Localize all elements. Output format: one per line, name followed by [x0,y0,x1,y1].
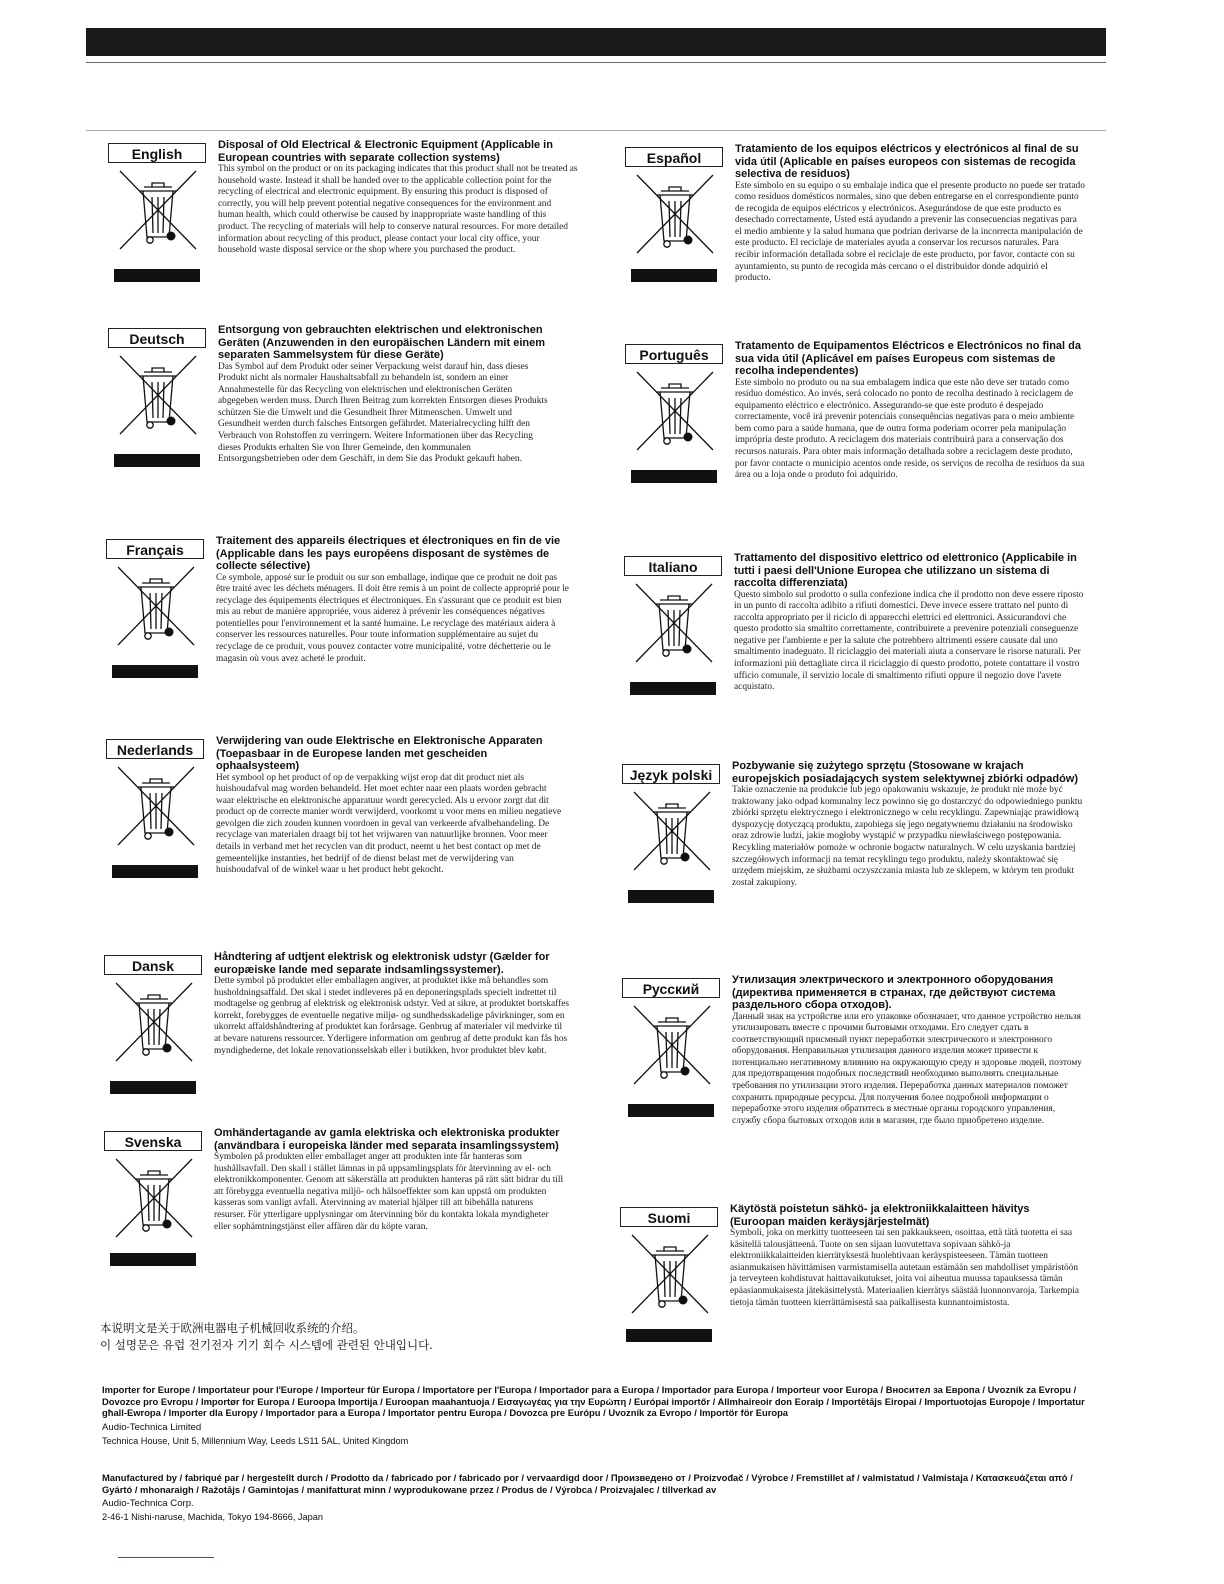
importer-info [102,1384,1092,1447]
crossed-bin-icon [630,578,718,668]
section-text [218,139,578,257]
section-text [216,735,562,877]
manufacturer-title: Manufactured by / fabriqué par / hergestellt durch / Prodotto da / fabricado por / fabricado por / vervaardigd door / Произведено от / Proizvođač / Výrobce / Fremstillet af / valmistatud / Valmistaja / Κατασκευάζεται από / Gyártó / mhonaraigh / Ražotājs / Gamintojas / manifatturat minn / wyprodukowane przez / Produs de / Výrobca / Proizvajalec / tillverkad av [102,1472,1073,1495]
section-text [218,324,554,466]
crossed-bin-icon [628,786,716,876]
section-heading: Trattamento del dispositivo elettrico od elettronico (Applicabile in tutti i paesi dell'Unione Europea che utilizzano un sistema di raccolta differenziata) [734,552,1077,589]
black-bar-symbol [110,1253,196,1266]
section-text [216,535,572,665]
section-body: Este símbolo en su equipo o su embalaje indica que el presente producto no puede ser tratado como residuos domésticos normales, sino que deben entregarse en el correspondiente punto de recogida de equipos eléctricos y electrónicos. Asegurándose de que este producto es desechado correctamente, Usted está ayudando a prevenir las consecuencias negativas para el medio ambiente y la salud humana que podrían derivarse de la incorrecta manipulación de este producto. El reciclaje de materiales ayuda a conservar los recursos naturales. Para recibir información detallada sobre el reciclaje de este producto, por favor, contacte con su ayuntamiento, su punto de recogida más cercano o el distribuidor donde adquirió el producto. [735,180,1085,284]
section-heading: Утилизация электрического и электронного оборудования (директива применяется в странах, где действуют система раздельного сбора отходов). [732,974,1056,1011]
korean-note: 이 설명문은 유럽 전기전자 기기 회수 시스템에 관련된 안내입니다. [100,1338,433,1352]
language-label: Deutsch [108,328,206,348]
manufacturer-address: 2-46-1 Nishi-naruse, Machida, Tokyo 194-8666, Japan [102,1512,323,1522]
black-bar-symbol [114,454,200,467]
language-label: Español [625,147,723,167]
language-label: Русский [622,978,720,998]
section-text [214,1127,566,1233]
language-label: Suomi [620,1207,718,1227]
language-label: Dansk [104,955,202,975]
crossed-bin-icon [626,1229,714,1319]
section-heading: Verwijdering van oude Elektrische en Elektronische Apparaten (Toepasbaar in de Europese landen met gescheiden ophaalsysteem) [216,735,543,772]
section-heading: Traitement des appareils électriques et électroniques en fin de vie (Applicable dans les pays européens disposant de systèmes de collecte sélective) [216,535,561,572]
section-heading: Tratamento de Equipamentos Eléctricos e Electrónicos no final da sua vida útil (Aplicável em países Europeus com sistemas de recolha independentes) [735,340,1081,377]
section-body: Symboli, joka on merkitty tuotteeseen tai sen pakkaukseen, osoittaa, että tätä tuotetta ei saa käsitellä talousjätteenä. Tuote on sen sijaan luovutettava sopivaan sähkö-ja elektroniikkalaitteiden kierrätyksestä huolehtivaan keräyspisteeseen. Tämän tuotteen asianmukaisen hävittämisen varmistamisella autetaan estämään sen mahdolliset ympäristöön ja terveyteen kohdistuvat haittavaikutukset, joita voi aiheutua muussa tapauksessa tämän epäasianmukaisesta jätekäsittelystä. Materiaalien kierrätys säästää luonnonvaroja. Tarkempia tietoja tämän tuotteen kierrättämisestä saa paikallisesta kunnantoimistosta. [730,1228,1080,1308]
section-text [730,1203,1080,1309]
language-label: Português [625,344,723,364]
section-heading: Käytöstä poistetun sähkö- ja elektroniikkalaitteen hävitys (Euroopan maiden keräysjärjestelmät) [730,1203,1030,1228]
crossed-bin-icon [631,366,719,456]
black-bar-symbol [628,1104,714,1117]
section-body: Questo simbolo sul prodotto o sulla confezione indica che il prodotto non deve essere riposto in un punto di raccolta adibito a rifiuti domestici. Deve invece essere trattato nel punto di raccolta appropriato per il riciclo di apparecchi elettrici ed elettronici. Assicurandovi che questo prodotto sia smaltito correttamente, contribuirete a prevenire potenziali conseguenze negative per l'ambiente e per la salute che potrebbero altrimenti essere causate dal uno smaltimento inadeguato. Il riciclaggio dei materiali aiuta a conservare le risorse naturali. Per informazioni più dettagliate circa il riciclaggio di questo prodotto, potete contattare il vostro ufficio comunale, il servizio locale di smaltimento rifiuti oppure il negozio dove l'avete acquistato. [734,589,1084,693]
black-bar-symbol [631,470,717,483]
section-body: Este símbolo no produto ou na sua embalagem indica que este não deve ser tratado como resíduo doméstico. Ao invés, será colocado no ponto de recolha destinado à reciclagem de equipamento eléctrico e electrónico. Assegurando-se que este produto é despejado correctamente, você irá prevenir potenciais consequências negativas para o meio ambiente bem como para a saúde humana, que de outra forma poderiam ocorrer pela manipulação imprópria deste produto. A reciclagem dos materiais contribuirá para a conservação dos recursos naturais. Para obter mais informação detalhada sobre a reciclagem deste produto, por favor contacte o município acentos onde reside, os serviços de recolha de resíduos da sua área ou a loja onde o produto foi adquirido. [735,377,1085,481]
crossed-bin-icon [631,169,719,259]
crossed-bin-icon [112,761,200,851]
black-bar-symbol [110,1081,196,1094]
header-rule [86,62,1106,63]
importer-title: Importer for Europe / Importateur pour l'Europe / Importeur für Europa / Importatore per l'Europa / Importador para a Europa / Importador para Europa / Importeur voor Europa / Вноситeл за Европа / Uvozník za Evropu / Dovozce pro Evropu / Importør for Europa / Euroopa Importija / Euroopan maahantuoja / Εισαγωγέας για την Ευρώπη / Európai importőr / Allmhaireoir don Eoraip / Importētājs Eiropai / Importuotojas Europoje / Importatur għall-Ewropa / Importer dla Europy / Importador para a Europa / Importator pentru Europa / Dovozca pre Európu / Uvozník za Evropo / Importör för Europa [102,1384,1085,1418]
section-heading: Pozbywanie się zużytego sprzętu (Stosowane w krajach europejskich posiadających system selektywnej zbiórki odpadów) [732,760,1079,785]
section-body: Symbolen på produkten eller emballaget anger att produkten inte får hanteras som hushållsavfall. Den skall i stället lämnas in på uppsamlingsplats för återvinning av el- och elektronikkomponenter. Genom att säkerställa att produkten hanteras på rätt sätt bidrar du till att förebygga eventuella negativa miljö- och hälsoeffekter som kan uppstå om produkten kasseras som vanligt avfall. Återvinning av material hjälper till att bibehålla naturens resurser. För ytterligare upplysningar om återvinning bör du kontakta lokala myndigheter eller sophämtningstjänst eller affären där du köpte varan. [214,1152,564,1232]
section-body: Takie oznaczenie na produkcie lub jego opakowaniu wskazuje, że produkt nie może być traktowany jako odpad komunalny lecz powinno się go dostarczyć do odpowiedniego punktu zbiórki sprzętu elektrycznego i elektronicznego w celu recyklingu. Zapewniając prawidłową dyspozycję dotyczącą produktu, zapobiega się jego negatywnemu działaniu na środowisko oraz zdrowie ludzi, jakie mogłoby wystąpić w przypadku niewłaściwego postępowania. Recykling materiałów pomoże w ochronie bogactw naturalnych. W celu uzyskania bardziej szczegółowych informacji na temat recyklingu tego produktu, należy skontaktować się urzędem miejskim, ze służbami oczyszczania miasta lub ze sklepem, w którym ten produkt został zakupiony. [732,785,1083,888]
section-body: Dette symbol på produktet eller emballagen angiver, at produktet ikke må behandles som husholdningsaffald. Det skal i stedet indleveres på en deponeringsplads specielt indrettet til modtagelse og genbrug af elektrisk og elektronisk udstyr. Ved at sikre, at produktet bortskaffes korrekt, forebygges de eventuelle negative miljø- og sundhedsskadelige påvirkninger, som en ukorrekt affaldshåndtering af produktet kan forårsage. Genbrug af materialer vil medvirke til at bevare naturens ressourcer. Yderligere information om genbrug af dette produkt kan fås hos myndighederne, det lokale renovationsselskab eller i butikken, hvor produktet blev købt. [214,976,570,1056]
crossed-bin-icon [114,165,202,255]
section-body: This symbol on the product or on its packaging indicates that this product shall not be treated as household waste. Instead it shall be handed over to the applicable collection point for the recycling of electrical and electronic equipment. By ensuring this product is disposed of correctly, you will help prevent potential negative consequences for the environment and human health, which could otherwise be caused by inappropriate waste handling of this product. The recycling of materials will help to conserve natural resources. For more detailed information about recycling of this product, please contact your local city office, your household waste disposal service or the shop where you purchased the product. [218,164,578,256]
black-bar-symbol [112,665,198,678]
section-heading: Omhändertagande av gamla elektriska och elektroniska produkter (användbara i europeiska länder med separata insamlingssystem) [214,1127,560,1152]
language-label: Nederlands [106,739,204,759]
language-label: Français [106,539,204,559]
language-label: Svenska [104,1131,202,1151]
manufacturer-info [102,1472,1092,1523]
section-heading: Tratamiento de los equipos eléctricos y electrónicos al final de su vida útil (Aplicable en países europeos con sistemas de recogida selectiva de residuos) [735,143,1079,180]
black-bar-symbol [630,682,716,695]
language-label: English [108,143,206,163]
header-black-bar [86,28,1106,56]
section-body: Ce symbole, apposé sur le produit ou sur son emballage, indique que ce produit ne doit pas être traité avec les déchets ménagers. Il doit être remis à un point de collecte approprié pour le recyclage des équipements électriques et électroniques. En s'assurant que ce produit est bien mis au rebut de manière appropriée, vous aiderez à prévenir les conséquences négatives potentielles pour l'environnement et la santé humaine. Le recyclage des matériaux aidera à conserver les ressources naturelles. Pour toute information supplémentaire au sujet du recyclage de ce produit, vous pouvez contacter votre municipalité, votre déchetterie ou le magasin où vous avez acheté le produit. [216,572,569,664]
crossed-bin-icon [110,1153,198,1243]
black-bar-symbol [631,269,717,282]
black-bar-symbol [626,1329,712,1342]
language-label: Italiano [624,556,722,576]
crossed-bin-icon [112,561,200,651]
section-body: Данный знак на устройстве или его упаковке обозначает, что данное устройство нельзя утилизировать вместе с прочими бытовыми отходами. Его следует сдать в соответствующий присмный пункт переработки электрического и электронного оборудования. Неправильная утилизация данного изделия может привести к потенциально негативному влиянию на окружающую среду и здоровье людей, поэтому для предотвращения подобных последствий необходимо выполнять специальные требования по утилизации этого изделия. Переработка данных материалов поможет сохранить природные ресурсы. Для получения более подробной информации о переработке этого изделия обратитесь в местные органы городского управления, службу сбора бытовых отходов или в магазин, где было приобретено изделие. [732,1011,1082,1126]
section-rule [86,130,1106,131]
language-label: Język polski [622,764,720,784]
importer-address: Technica House, Unit 5, Millennium Way, Leeds LS11 5AL, United Kingdom [102,1435,409,1446]
section-heading: Entsorgung von gebrauchten elektrischen und elektronischen Geräten (Anzuwenden in den europäischen Ländern mit einem separaten Sammelsystem für diese Geräte) [218,324,545,361]
section-heading: Disposal of Old Electrical & Electronic Equipment (Applicable in European countries with separate collection systems) [218,139,553,164]
section-text [735,340,1085,482]
manufacturer-name: Audio-Technica Corp. [102,1498,194,1509]
section-text [732,974,1086,1127]
crossed-bin-icon [628,1000,716,1090]
section-text [735,143,1085,285]
chinese-note: 本说明文是关于欧洲电器电子机械回收系统的介绍。 [100,1321,365,1335]
section-text [734,552,1084,694]
section-body: Das Symbol auf dem Produkt oder seiner Verpackung weist darauf hin, dass dieses Produkt nicht als normaler Haushaltsabfall zu behandeln ist, sondern an einer Annahmestelle für das Recycling von elektrischen und elektronischen Geräten abgegeben werden muss. Durch Ihren Beitrag zum korrekten Entsorgen dieses Produkts schützen Sie die Umwelt und die Gesundheit Ihrer Mitmenschen. Umwelt und Gesundheit werden durch falsches Entsorgen gefährdet. Materialrecycling hilft den Verbrauch von Rohstoffen zu verringern. Weitere Informationen über das Recycling dieses Produkts erhalten Sie von Ihrer Gemeinde, den kommunalen Entsorgungsbetrieben oder dem Geschäft, in dem Sie das Produkt gekauft haben. [218,361,548,465]
black-bar-symbol [628,890,714,903]
black-bar-symbol [112,865,198,878]
black-bar-symbol [114,269,200,282]
crossed-bin-icon [110,977,198,1067]
section-heading: Håndtering af udtjent elektrisk og elektronisk udstyr (Gælder for europæiske lande med separate indsamlingssystemer). [214,951,550,976]
importer-name: Audio-Technica Limited [102,1421,202,1433]
section-text [214,951,570,1057]
footer-rule [118,1557,214,1558]
section-text [732,760,1084,889]
section-body: Het symbool op het product of op de verpakking wijst erop dat dit product niet als huishoudafval mag worden behandeld. Het moet echter naar een plaats worden gebracht waar elektrische en elektronische apparatuur wordt gerecycled. Als u ervoor zorgt dat dit product op de correcte manier wordt verwijderd, voorkomt u voor mens en milieu negatieve gevolgen die zich zouden kunnen voordoen in geval van verkeerde afvalbehandeling. De recyclage van materialen draagt bij tot het vrijwaren van natuurlijke bronnen. Voor meer details in verband met het recyclen van dit product, neemt u het best contact op met de gemeentelijke instanties, het bedrijf of de dienst belast met de verwijdering van huishoudafval of de winkel waar u het product hebt gekocht. [216,772,562,876]
crossed-bin-icon [114,350,202,440]
asian-language-notes [100,1320,433,1354]
